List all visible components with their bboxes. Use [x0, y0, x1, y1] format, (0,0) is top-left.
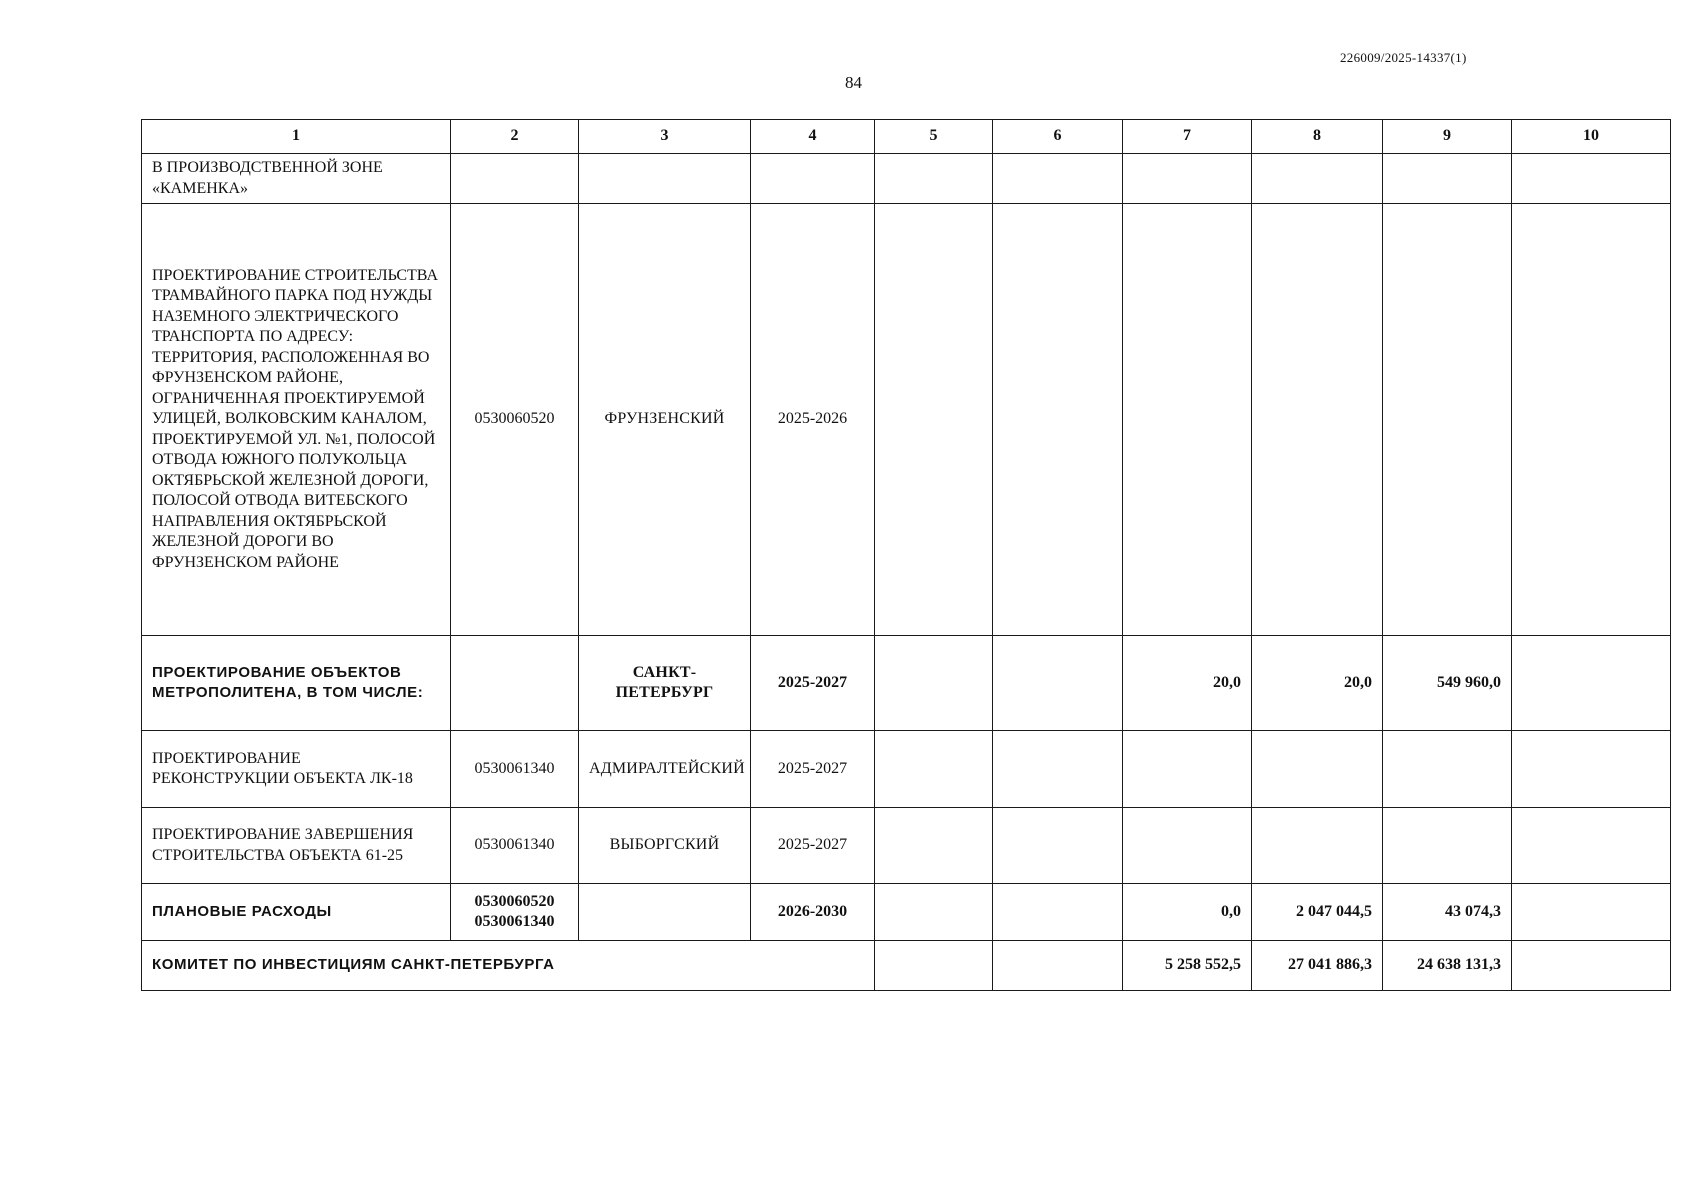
column-header: 1 [142, 120, 451, 154]
document-number: 226009/2025-14337(1) [1340, 50, 1467, 65]
total-label-cell: КОМИТЕТ ПО ИНВЕСТИЦИЯМ САНКТ-ПЕТЕРБУРГА [142, 941, 875, 991]
col10-cell [1512, 731, 1671, 808]
code-cell [451, 154, 579, 204]
table-row [142, 808, 1671, 884]
col7-cell [1123, 204, 1252, 636]
col6-cell [993, 941, 1123, 991]
col10-cell [1512, 941, 1671, 991]
period-cell: 2025-2027 [751, 636, 875, 731]
district-cell [579, 884, 751, 941]
district-cell: АДМИРАЛТЕЙСКИЙ [579, 731, 751, 808]
col5-cell [875, 884, 993, 941]
col8-cell: 2 047 044,5 [1252, 884, 1383, 941]
object-name-cell: ПРОЕКТИРОВАНИЕ ОБЪЕКТОВ МЕТРОПОЛИТЕНА, В ТОМ ЧИСЛЕ: [142, 636, 451, 731]
table-row [142, 154, 1671, 204]
code-cell [451, 636, 579, 731]
col9-cell: 43 074,3 [1383, 884, 1512, 941]
column-header-row [142, 120, 1671, 154]
district-cell: САНКТ-ПЕТЕРБУРГ [579, 636, 751, 731]
table-row [142, 731, 1671, 808]
col8-cell [1252, 731, 1383, 808]
column-header: 3 [579, 120, 751, 154]
col9-cell [1383, 808, 1512, 884]
code-cell [451, 884, 579, 941]
column-header: 6 [993, 120, 1123, 154]
object-name-cell: ПЛАНОВЫЕ РАСХОДЫ [142, 884, 451, 941]
column-header: 4 [751, 120, 875, 154]
col7-cell [1123, 154, 1252, 204]
code-cell: 0530060520 [451, 204, 579, 636]
col6-cell [993, 204, 1123, 636]
col7-cell [1123, 808, 1252, 884]
col10-cell [1512, 204, 1671, 636]
code-cell: 0530061340 [451, 731, 579, 808]
col10-cell [1512, 808, 1671, 884]
col6-cell [993, 636, 1123, 731]
column-header: 2 [451, 120, 579, 154]
table-row-total [142, 941, 1671, 991]
col5-cell [875, 941, 993, 991]
column-header: 10 [1512, 120, 1671, 154]
col6-cell [993, 154, 1123, 204]
code-cell: 0530061340 [451, 808, 579, 884]
table-row [142, 636, 1671, 731]
column-header: 8 [1252, 120, 1383, 154]
col10-cell [1512, 154, 1671, 204]
col9-cell [1383, 204, 1512, 636]
column-header: 5 [875, 120, 993, 154]
table-row [142, 884, 1671, 941]
col10-cell [1512, 636, 1671, 731]
col7-cell [1123, 731, 1252, 808]
column-header: 7 [1123, 120, 1252, 154]
col5-cell [875, 204, 993, 636]
col6-cell [993, 731, 1123, 808]
col5-cell [875, 731, 993, 808]
col7-cell: 0,0 [1123, 884, 1252, 941]
period-cell [751, 154, 875, 204]
col7-cell: 20,0 [1123, 636, 1252, 731]
col5-cell [875, 154, 993, 204]
object-name-cell: ПРОЕКТИРОВАНИЕ РЕКОНСТРУКЦИИ ОБЪЕКТА ЛК-18 [142, 731, 451, 808]
col9-cell: 549 960,0 [1383, 636, 1512, 731]
period-cell: 2025-2027 [751, 808, 875, 884]
col6-cell [993, 884, 1123, 941]
object-name-cell: ПРОЕКТИРОВАНИЕ СТРОИТЕЛЬСТВА ТРАМВАЙНОГО ПАРКА ПОД НУЖДЫ НАЗЕМНОГО ЭЛЕКТРИЧЕСКОГО ТРАНСПОРТА ПО АДРЕСУ: ТЕРРИТОРИЯ, РАСПОЛОЖЕННАЯ ВО ФРУНЗЕНСКОМ РАЙОНЕ, ОГРАНИЧЕННАЯ ПРОЕКТИРУЕМОЙ УЛИЦЕЙ, ВОЛКОВСКИМ КАНАЛОМ, ПРОЕКТИРУЕМОЙ УЛ. №1, ПОЛОСОЙ ОТВОДА ЮЖНОГО ПОЛУКОЛЬЦА ОКТЯБРЬСКОЙ ЖЕЛЕЗНОЙ ДОРОГИ, ПОЛОСОЙ ОТВОДА ВИТЕБСКОГО НАПРАВЛЕНИЯ ОКТЯБРЬСКОЙ ЖЕЛЕЗНОЙ ДОРОГИ ВО ФРУНЗЕНСКОМ РАЙОНЕ [142, 204, 451, 636]
col9-cell [1383, 154, 1512, 204]
period-cell: 2025-2027 [751, 731, 875, 808]
col7-cell: 5 258 552,5 [1123, 941, 1252, 991]
code-line: 0530061340 [474, 913, 555, 930]
table-row [142, 204, 1671, 636]
col10-cell [1512, 884, 1671, 941]
col8-cell: 27 041 886,3 [1252, 941, 1383, 991]
district-cell: ВЫБОРГСКИЙ [579, 808, 751, 884]
district-cell: ФРУНЗЕНСКИЙ [579, 204, 751, 636]
col5-cell [875, 636, 993, 731]
period-cell: 2025-2026 [751, 204, 875, 636]
page-number: 84 [845, 73, 862, 92]
budget-table [141, 119, 1671, 991]
column-header: 9 [1383, 120, 1512, 154]
code-line: 0530060520 [474, 892, 555, 910]
object-name-cell: ПРОЕКТИРОВАНИЕ ЗАВЕРШЕНИЯ СТРОИТЕЛЬСТВА ОБЪЕКТА 61-25 [142, 808, 451, 884]
col8-cell [1252, 154, 1383, 204]
col6-cell [993, 808, 1123, 884]
col8-cell [1252, 204, 1383, 636]
col8-cell: 20,0 [1252, 636, 1383, 731]
period-cell: 2026-2030 [751, 884, 875, 941]
object-name-cell: В ПРОИЗВОДСТВЕННОЙ ЗОНЕ «КАМЕНКА» [142, 154, 451, 204]
col9-cell [1383, 731, 1512, 808]
col8-cell [1252, 808, 1383, 884]
col9-cell: 24 638 131,3 [1383, 941, 1512, 991]
district-cell [579, 154, 751, 204]
col5-cell [875, 808, 993, 884]
